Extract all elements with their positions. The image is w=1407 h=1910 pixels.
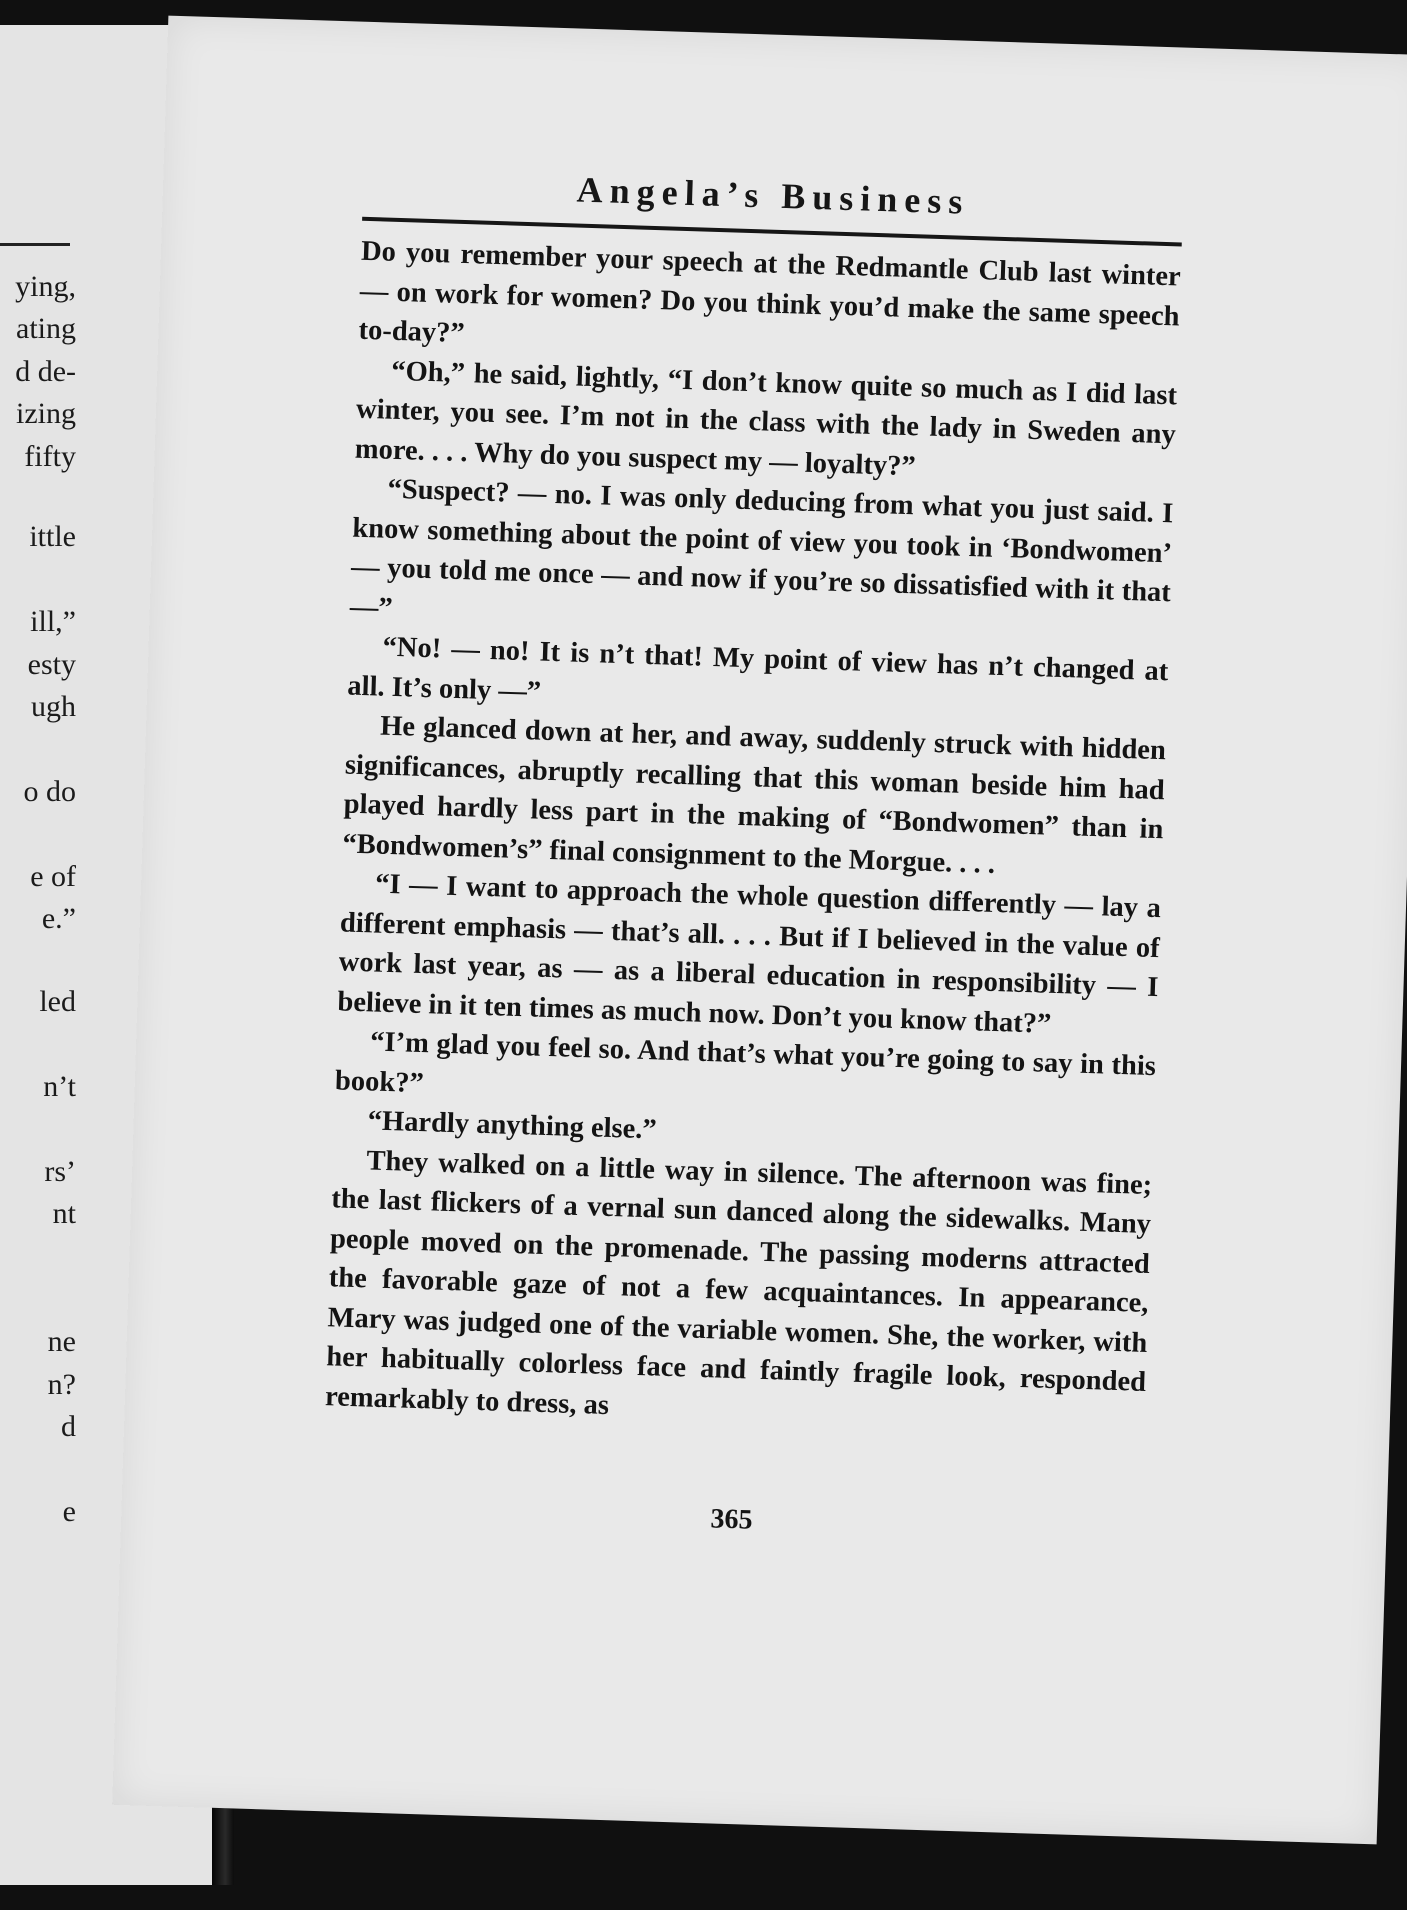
left-page-text-fragment: ugh: [31, 690, 76, 723]
paragraph: “I’m glad you feel so. And that’s what you’re going to say in this book?”: [334, 1026, 1157, 1099]
body-text: [325, 232, 1182, 1442]
paragraph: “Hardly anything else.”: [367, 1105, 658, 1146]
left-page-text-fragment: e of: [30, 860, 76, 893]
paragraph: “No! — no! It is n’t that! My point of view has n’t changed at all. It’s only —”: [346, 631, 1169, 708]
running-head: Angela’s Business: [576, 169, 970, 222]
paragraph: “Suspect? — no. I was only deducing from what you just said. I know something about the point of view you took in ‘Bondwomen’ — you told me once — and now if you’re so dissatisfied with it that —”: [349, 473, 1174, 624]
left-page-rule: [0, 243, 70, 246]
book-page: [112, 16, 1407, 1845]
left-page-text-fragment: e: [62, 1495, 76, 1528]
paragraph: Do you remember your speech at the Redmantle Club last winter — on work for women? Do you think you’d make the same speech to-day?”: [358, 235, 1182, 350]
left-page-text-fragment: led: [39, 985, 76, 1018]
left-page-text-fragment: o do: [23, 775, 76, 808]
left-page-text-fragment: e.”: [41, 902, 76, 935]
page-number: 365: [709, 1503, 753, 1536]
left-page-text-fragment: ying,: [15, 270, 76, 303]
left-page-text-fragment: d de-: [15, 355, 76, 388]
left-page-text-fragment: fifty: [24, 440, 76, 473]
paragraph: They walked on a little way in silence. The afternoon was fine; the last flickers of a vernal sun danced along the sidewalks. Many people moved on the promenade. The passing moderns attracted the favorable gaze of not a few acquaintances. In appearance, Mary was judged one of the variable women. She, the worker, with her habitually colorless face and faintly fragile look, responded remarkably to dress, as: [324, 1144, 1153, 1421]
left-page-text-fragment: esty: [27, 648, 76, 681]
left-page-text-fragment: rs’: [44, 1155, 76, 1188]
left-page-text-fragment: nt: [52, 1197, 76, 1230]
left-page-text-fragment: ittle: [29, 520, 76, 553]
paragraph: He glanced down at her, and away, suddenly struck with hidden significances, abruptly recalling that this woman beside him had played hardly less part in the making of “Bondwomen” than in “Bondwomen’s” final consignment to the Morgue. . . .: [342, 710, 1167, 880]
left-page-text-fragment: ating: [16, 312, 76, 345]
left-page-text-fragment: ill,”: [30, 605, 76, 638]
left-page-text-fragment: izing: [16, 397, 76, 430]
left-page-text-fragment: d: [61, 1410, 76, 1443]
paragraph: “Oh,” he said, lightly, “I don’t know quite so much as I did last winter, you see. I’m not in the class with the lady in Sweden any more. . . . Why do you suspect my — loyalty?”: [354, 355, 1178, 482]
left-page-text-fragment: n’t: [43, 1070, 76, 1103]
left-page-text-fragment: n?: [47, 1368, 76, 1401]
left-page-text-fragment: ne: [47, 1325, 76, 1358]
paragraph: “I — I want to approach the whole question differently — lay a different emphasis — that’s all. . . . But if I believed in the value of work last year, as — as a liberal education in responsibility — I believe in it ten times as much now. Don’t you know that?”: [337, 868, 1162, 1040]
